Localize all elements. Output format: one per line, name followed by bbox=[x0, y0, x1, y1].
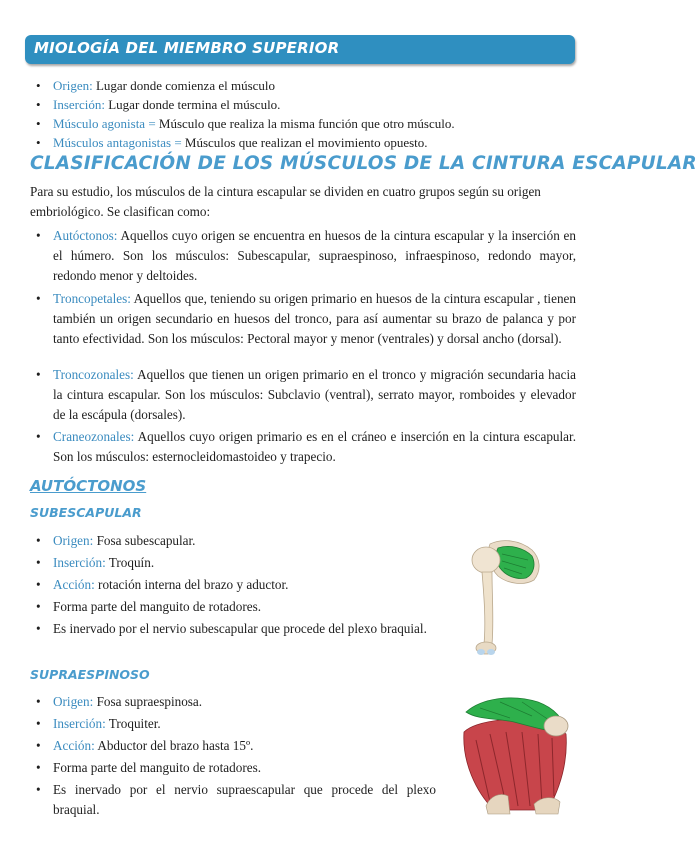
muscle-label: Inserción: bbox=[53, 716, 106, 731]
section-banner bbox=[25, 35, 575, 64]
definition-text: Músculo que realiza la misma función que otro músculo. bbox=[155, 116, 455, 131]
muscle-item: • Origen: Fosa subescapular. bbox=[36, 531, 436, 551]
subescapular-list bbox=[36, 531, 436, 641]
group-text: Aquellos que, teniendo su origen primario en huesos de la cintura escapular , tienen también un origen secundario en huesos del tronco, para así aumentar su brazo de palanca y por tanto efectividad. Son los músculos: Pectoral mayor y menor (ventrales) y dorsal ancho (dorsal). bbox=[53, 291, 576, 346]
definition-label: Músculos antagonistas = bbox=[53, 135, 182, 150]
group-item bbox=[36, 427, 576, 467]
muscle-item: • Forma parte del manguito de rotadores. bbox=[36, 758, 436, 778]
muscle-item: • Es inervado por el nervio supraescapular que procede del plexo braquial. bbox=[36, 780, 436, 820]
muscle-item: • Acción: Abductor del brazo hasta 15º. bbox=[36, 736, 436, 756]
definition-text: Músculos que realizan el movimiento opuesto. bbox=[181, 135, 428, 150]
classification-heading: CLASIFICACIÓN DE LOS MÚSCULOS DE LA CINTURA ESCAPULAR bbox=[30, 153, 697, 174]
definition-item bbox=[36, 76, 576, 95]
definition-text: Lugar donde termina el músculo. bbox=[104, 97, 281, 112]
group-item bbox=[36, 226, 576, 286]
definition-label: Inserción: bbox=[53, 97, 105, 112]
group-text: Aquellos cuyo origen primario es en el cráneo e inserción en la cintura escapular. Son los músculos: esternocleidomastoideo y trapecio. bbox=[53, 429, 576, 464]
definition-text: Lugar donde comienza el músculo bbox=[92, 78, 276, 93]
group-label: Troncozonales: bbox=[53, 367, 134, 382]
definition-label: Origen: bbox=[53, 78, 93, 93]
muscle-item: • Es inervado por el nervio subescapular que procede del plexo braquial. bbox=[36, 619, 436, 639]
supraespinoso-list bbox=[36, 692, 436, 822]
classification-intro: Para su estudio, los músculos de la cintura escapular se dividen en cuatro grupos según su origen embriológico. Se clasifican como: bbox=[30, 184, 541, 219]
group-item bbox=[36, 365, 576, 425]
muscle-item: • Acción: rotación interna del brazo y aductor. bbox=[36, 575, 436, 595]
muscle-label: Origen: bbox=[53, 533, 94, 548]
muscle-label: Acción: bbox=[53, 577, 95, 592]
definition-item bbox=[36, 95, 576, 114]
group-label: Troncopetales: bbox=[53, 291, 131, 306]
group-label: Autóctonos: bbox=[53, 228, 118, 243]
subescapular-heading: SUBESCAPULAR bbox=[30, 505, 142, 520]
muscle-item: • Forma parte del manguito de rotadores. bbox=[36, 597, 436, 617]
definition-item bbox=[36, 114, 576, 133]
group-text: Aquellos cuyo origen se encuentra en huesos de la cintura escapular y la inserción en el húmero. Son los músculos: Subescapular, supraespinoso, infraespinoso, redondo mayor, redondo menor y deltoides. bbox=[53, 228, 576, 283]
muscle-label: Acción: bbox=[53, 738, 95, 753]
group-label: Craneozonales: bbox=[53, 429, 135, 444]
group-item bbox=[36, 289, 576, 349]
muscle-item: • Inserción: Troquín. bbox=[36, 553, 436, 573]
autoctonos-heading: AUTÓCTONOS bbox=[30, 477, 147, 495]
definition-item bbox=[36, 133, 576, 152]
supraespinoso-heading: SUPRAESPINOSO bbox=[30, 667, 150, 682]
banner-title: MIOLOGÍA DEL MIEMBRO SUPERIOR bbox=[34, 39, 340, 57]
muscle-label: Origen: bbox=[53, 694, 94, 709]
group-text: Aquellos que tienen un origen primario en el tronco y migración secundaria hacia la cintura escapular. Son los músculos: Subclavio (ventral), serrato mayor, romboides y elevador de la escápula (dorsales). bbox=[53, 367, 576, 422]
subescapular-illustration bbox=[462, 536, 548, 658]
supraespinoso-illustration bbox=[456, 692, 576, 814]
muscle-item: • Origen: Fosa supraespinosa. bbox=[36, 692, 436, 712]
muscle-item: • Inserción: Troquiter. bbox=[36, 714, 436, 734]
muscle-label: Inserción: bbox=[53, 555, 106, 570]
definition-label: Músculo agonista = bbox=[53, 116, 156, 131]
definitions-list bbox=[36, 76, 576, 152]
